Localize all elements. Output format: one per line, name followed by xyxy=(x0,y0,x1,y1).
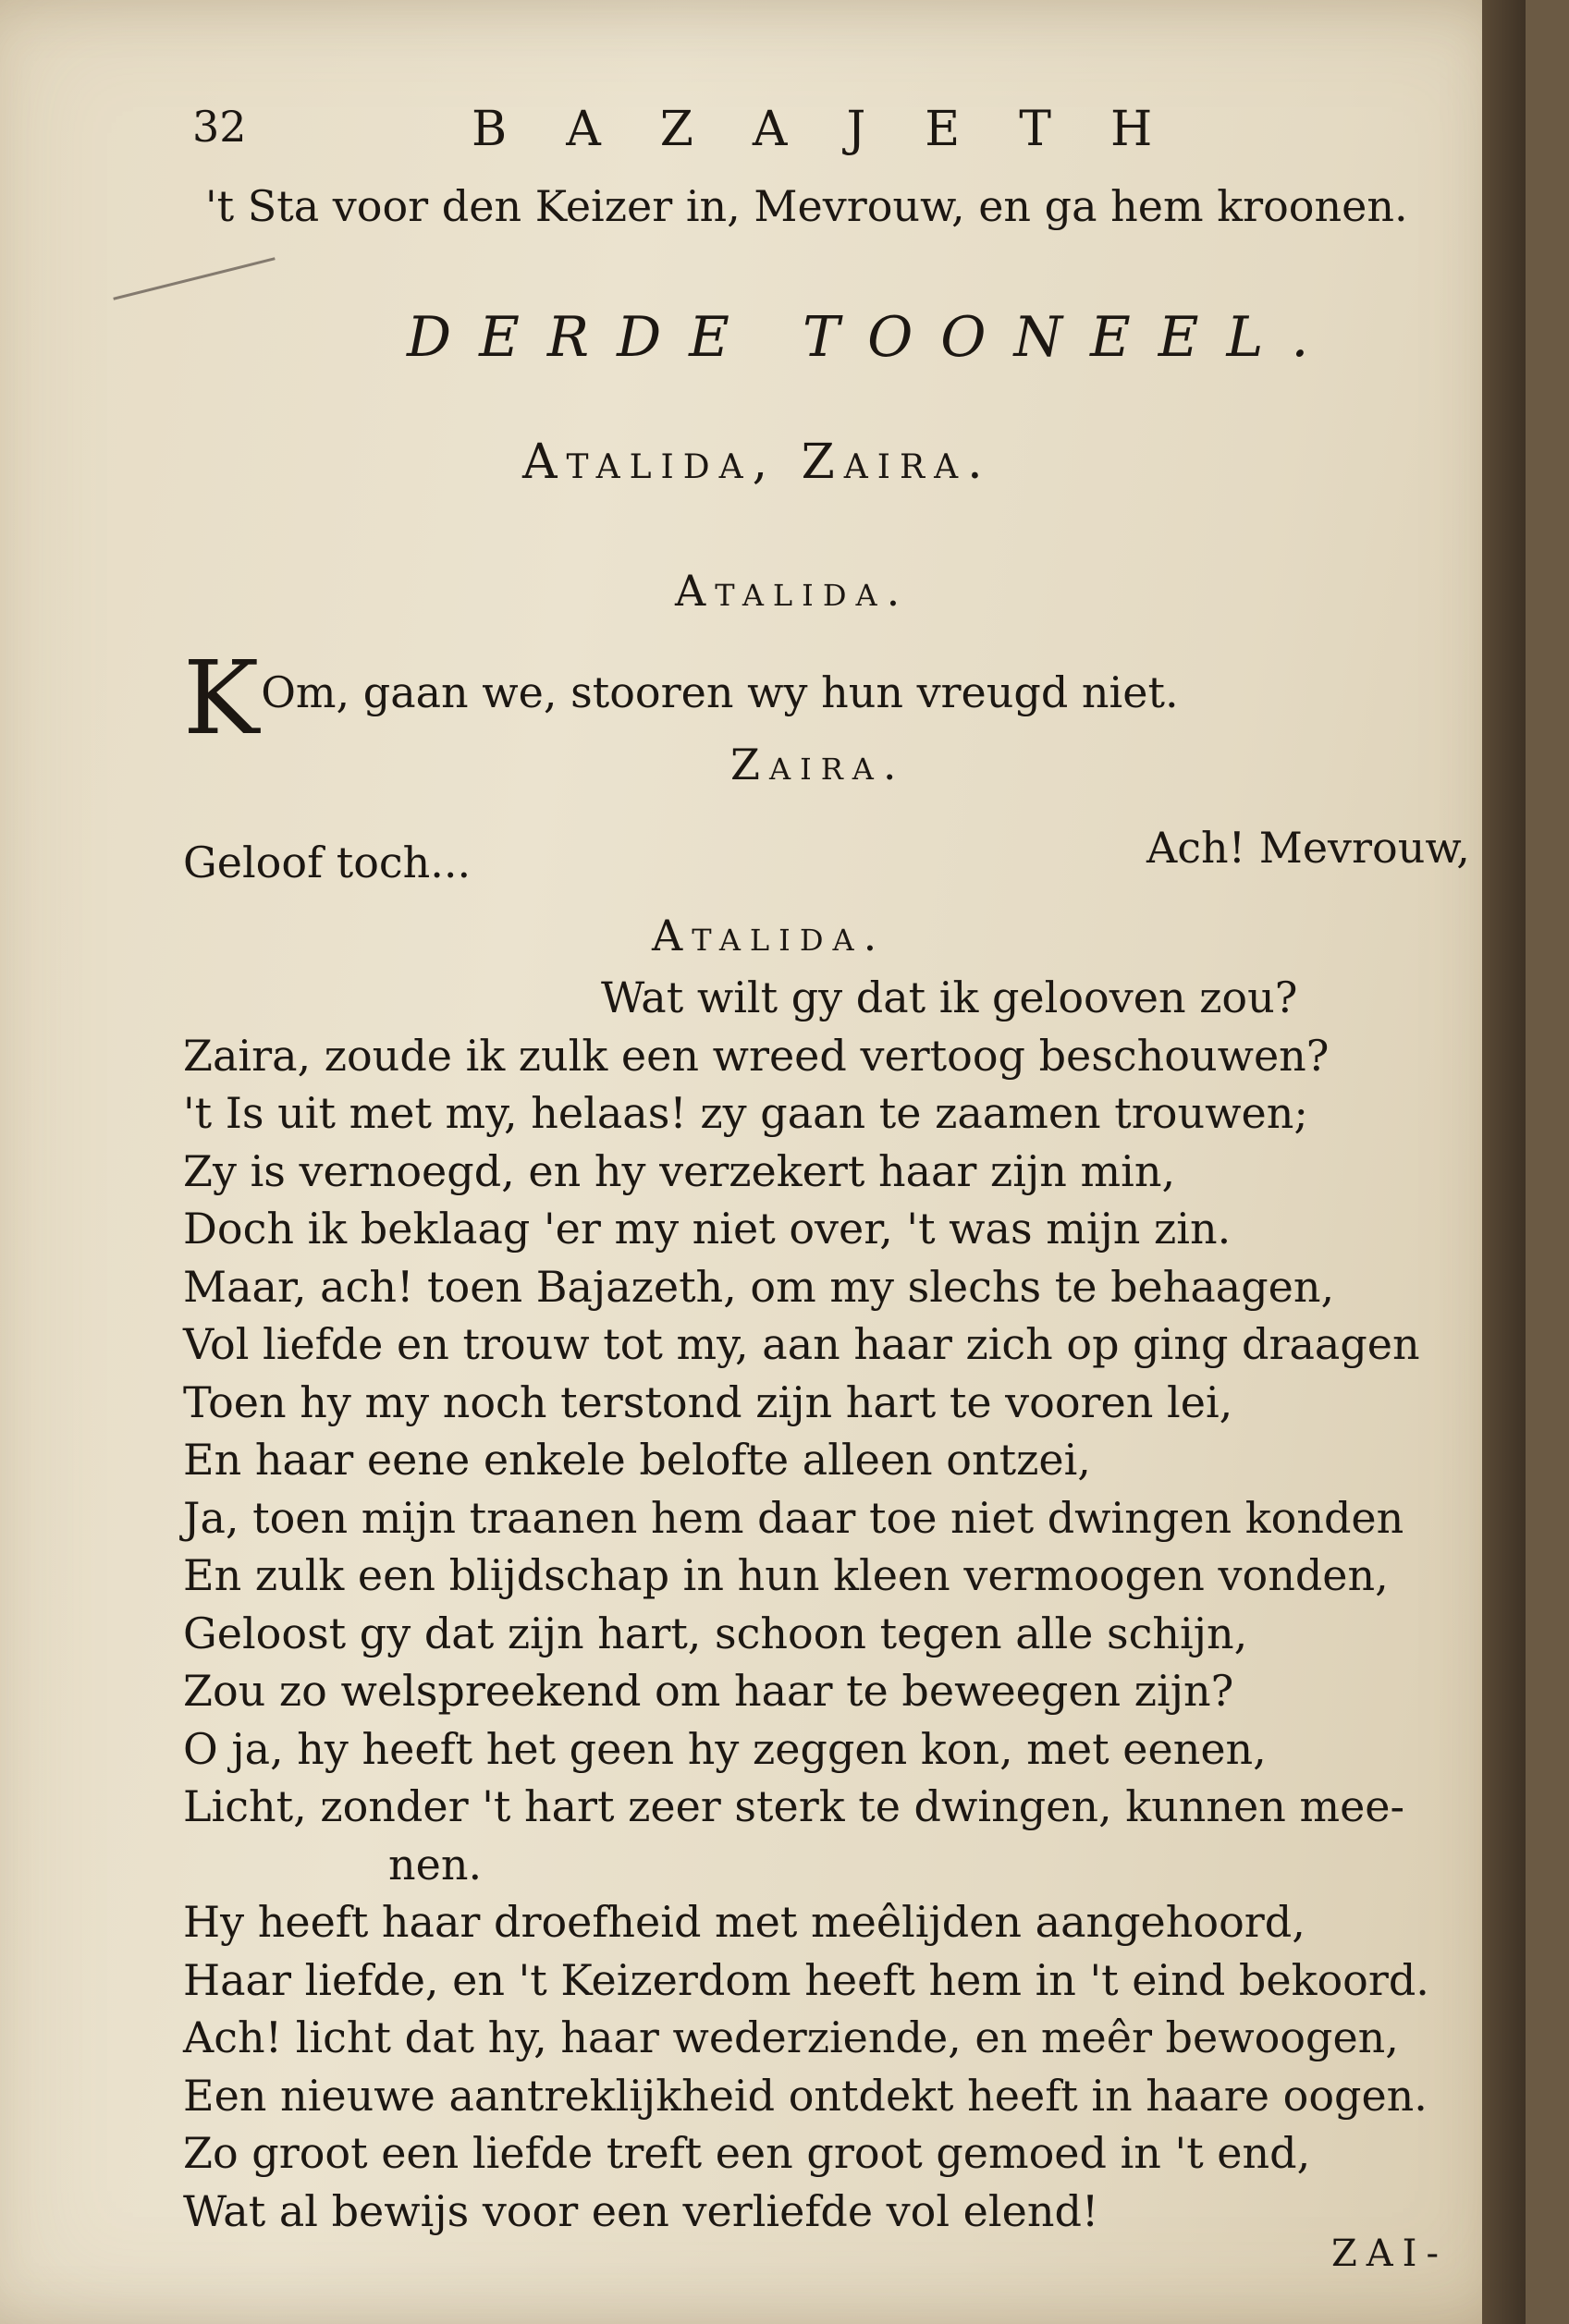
scene-speakers: Atalida, Zaira. xyxy=(522,434,992,490)
verse-line: Licht, zonder 't hart zeer sterk te dwingen, kunnen mee- xyxy=(183,1781,1405,1831)
verse-line: 't Sta voor den Keizer in, Mevrouw, en ga hem kroonen. xyxy=(205,181,1408,231)
verse-line: Vol liefde en trouw tot my, aan haar zich op ging draagen xyxy=(183,1319,1420,1369)
verse-text: Om, gaan we, stooren wy hun vreugd niet. xyxy=(261,667,1179,717)
page-edge xyxy=(1482,0,1526,2324)
speaker-name: Atalida. xyxy=(675,566,910,616)
verse-line: Wat al bewijs voor een verliefde vol elend! xyxy=(183,2185,1099,2236)
verse-line: 't Is uit met my, helaas! zy gaan te zaamen trouwen; xyxy=(183,1088,1308,1138)
verse-line: Toen hy my noch terstond zijn hart te vooren lei, xyxy=(183,1376,1233,1427)
verse-line-dropcap xyxy=(183,639,1179,757)
catchword: ZAI- xyxy=(1331,2232,1448,2275)
verse-line: Geloost gy dat zijn hart, schoon tegen alle schijn, xyxy=(183,1608,1248,1658)
speaker-name: Zaira. xyxy=(730,740,906,789)
verse-line: En haar eene enkele belofte alleen ontzei, xyxy=(183,1435,1091,1485)
verse-line: Ach! Mevrouw, xyxy=(1146,823,1470,873)
verse-line: Zaira, zoude ik zulk een wreed vertoog beschouwen? xyxy=(183,1030,1330,1081)
verse-line: Ach! licht dat hy, haar wederziende, en meêr bewoogen, xyxy=(183,2012,1399,2062)
page-number: 32 xyxy=(192,102,247,152)
verse-line: Maar, ach! toen Bajazeth, om my slechs te behaagen, xyxy=(183,1261,1335,1312)
pencil-mark xyxy=(113,257,275,300)
verse-line: O ja, hy heeft het geen hy zeggen kon, met eenen, xyxy=(183,1723,1267,1774)
verse-line: Haar liefde, en 't Keizerdom heeft hem in 't eind bekoord. xyxy=(183,1954,1429,2005)
drop-cap: K xyxy=(183,639,260,757)
verse-line: Zou zo welspreekend om haar te beweegen zijn? xyxy=(183,1666,1234,1716)
verse-line: Hy heeft haar droefheid met meêlijden aangehoord, xyxy=(183,1897,1305,1947)
verse-line: Doch ik beklaag 'er my niet over, 't was mijn zin. xyxy=(183,1204,1232,1254)
verse-line: Geloof toch... xyxy=(183,838,472,887)
verse-line: Zy is vernoegd, en hy verzekert haar zijn min, xyxy=(183,1145,1176,1196)
verse-line: En zulk een blijdschap in hun kleen vermoogen vonden, xyxy=(183,1550,1389,1600)
verse-line: Wat wilt gy dat ik gelooven zou? xyxy=(601,972,1298,1022)
verse-line: Zo groot een liefde treft een groot gemoed in 't end, xyxy=(183,2128,1311,2178)
running-title: BAZAJETH xyxy=(472,102,1212,157)
scene-title: DERDE TOONEEL. xyxy=(407,305,1337,370)
verse-line: Een nieuwe aantreklijkheid ontdekt heeft in haare oogen. xyxy=(183,2070,1428,2121)
speaker-name: Atalida. xyxy=(652,911,887,960)
verse-line: nen. xyxy=(388,1839,483,1890)
verse-line: Ja, toen mijn traanen hem daar toe niet dwingen konden xyxy=(183,1492,1404,1543)
